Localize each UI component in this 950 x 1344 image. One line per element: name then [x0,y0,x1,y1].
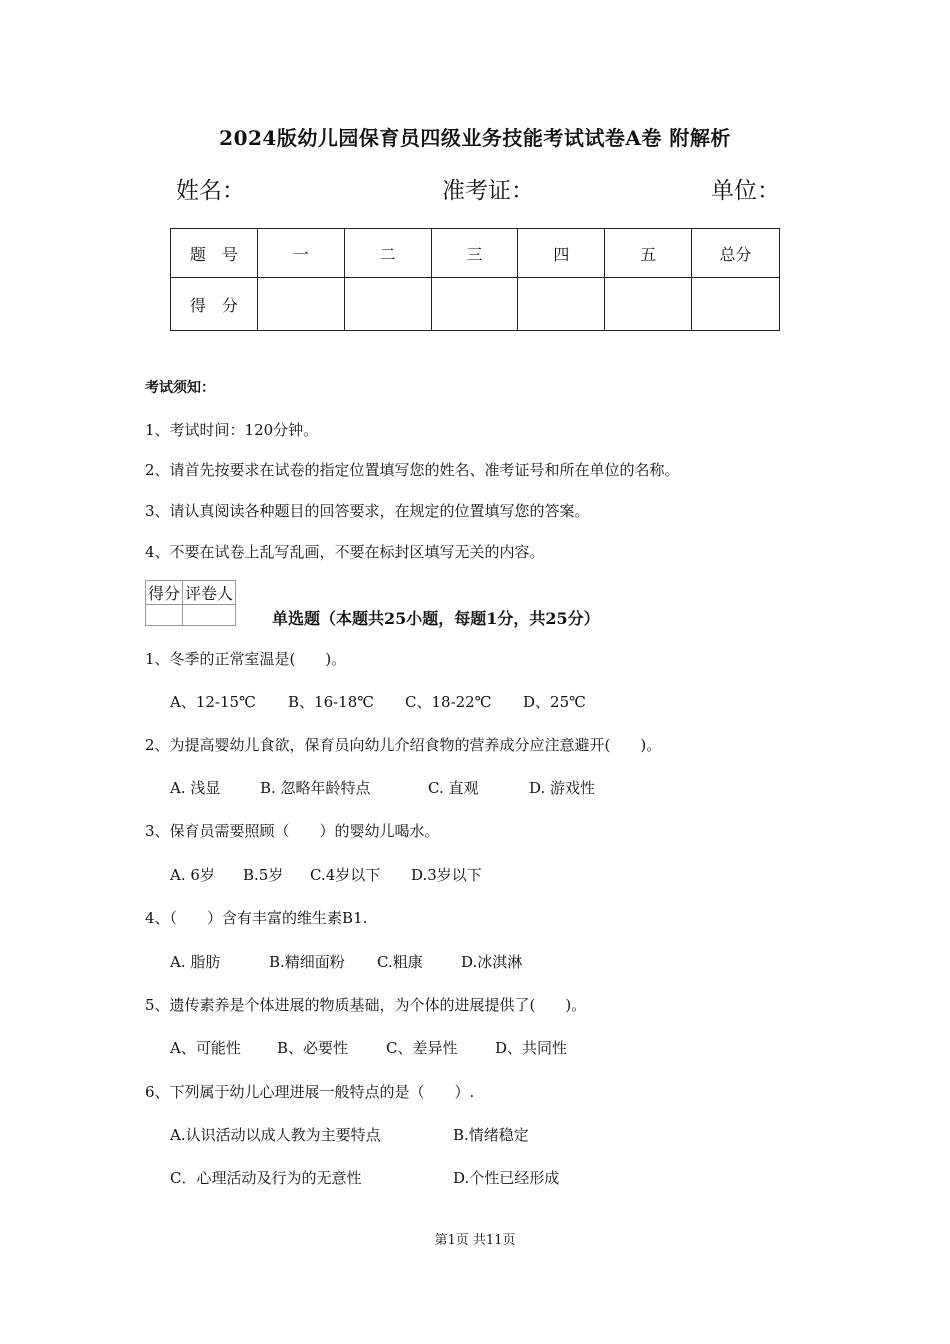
option: B.情绪稳定 [453,1126,529,1144]
option: A.认识活动以成人教为主要特点 [170,1126,381,1144]
grader-score-cell [146,605,183,626]
score-cell-total [692,278,780,331]
option: A. 脂肪 [170,953,221,971]
score-header-3: 三 [431,229,518,278]
question-text: 4、（ ）含有丰富的维生素B1. [145,909,368,927]
page-title: 2024版幼儿园保育员四级业务技能考试试卷A卷 附解析 [219,126,731,150]
name-label: 姓名： [176,178,245,204]
option: B.5岁 [243,866,284,884]
option: C、18-22℃ [405,693,492,711]
score-table [170,228,780,331]
option: B. 忽略年龄特点 [260,779,371,797]
option: D.冰淇淋 [461,953,523,971]
notice-item: 4、不要在试卷上乱写乱画，不要在标封区填写无关的内容。 [145,543,545,561]
score-cell-1 [257,278,344,331]
notice-heading: 考试须知： [145,380,215,396]
option: D、25℃ [523,693,586,711]
option: C. 直观 [428,779,479,797]
option: C.粗康 [377,953,423,971]
option: B.精细面粉 [269,953,345,971]
option: D.个性已经形成 [453,1169,560,1187]
score-header-label: 题 号 [171,229,258,278]
question-options [170,777,595,798]
score-header-1: 一 [257,229,344,278]
grader-box [145,580,236,626]
score-header-5: 五 [605,229,692,278]
option: B、必要性 [277,1039,349,1057]
question-options [170,691,586,712]
grader-name-label: 评卷人 [183,581,236,605]
question-text: 2、为提高婴幼儿食欲，保育员向幼儿介绍食物的营养成分应注意避开( )。 [145,736,662,754]
question-text: 5、遗传素养是个体进展的物质基础，为个体的进展提供了( )。 [145,996,587,1014]
option: A. 浅显 [170,779,221,797]
score-row-label: 得 分 [171,278,258,331]
notice-item: 3、请认真阅读各种题目的回答要求，在规定的位置填写您的答案。 [145,502,590,520]
question-options [170,864,482,885]
notice-item: 2、请首先按要求在试卷的指定位置填写您的姓名、准考证号和所在单位的名称。 [145,461,680,479]
grader-score-label: 得分 [146,581,183,605]
score-cell-3 [431,278,518,331]
option: A、12-15℃ [170,693,256,711]
option: B、16-18℃ [288,693,375,711]
option: D. 游戏性 [529,779,596,797]
score-header-total: 总分 [692,229,780,278]
unit-label: 单位： [711,178,780,204]
section-title: 单选题（本题共25小题，每题1分，共25分） [272,609,600,628]
score-cell-2 [344,278,431,331]
option: A、可能性 [170,1039,241,1057]
exam-number-label: 准考证： [442,178,534,204]
question-options [170,1037,567,1058]
score-cell-5 [605,278,692,331]
question-text: 3、保育员需要照顾（ ）的婴幼儿喝水。 [145,822,440,840]
option: D.3岁以下 [411,866,482,884]
page-footer: 第1页 共11页 [434,1233,516,1248]
question-text: 6、下列属于幼儿心理进展一般特点的是（ ）. [145,1083,475,1101]
option: C．心理活动及行为的无意性 [170,1169,362,1187]
question-options [170,951,522,972]
grader-name-cell [183,605,236,626]
question-text: 1、冬季的正常室温是( )。 [145,650,347,668]
score-cell-4 [518,278,605,331]
score-header-2: 二 [344,229,431,278]
notice-item: 1、考试时间：120分钟。 [145,421,319,439]
option: C.4岁以下 [310,866,381,884]
score-header-4: 四 [518,229,605,278]
option: A. 6岁 [170,866,215,884]
option: D、共同性 [495,1039,568,1057]
option: C、差异性 [386,1039,458,1057]
